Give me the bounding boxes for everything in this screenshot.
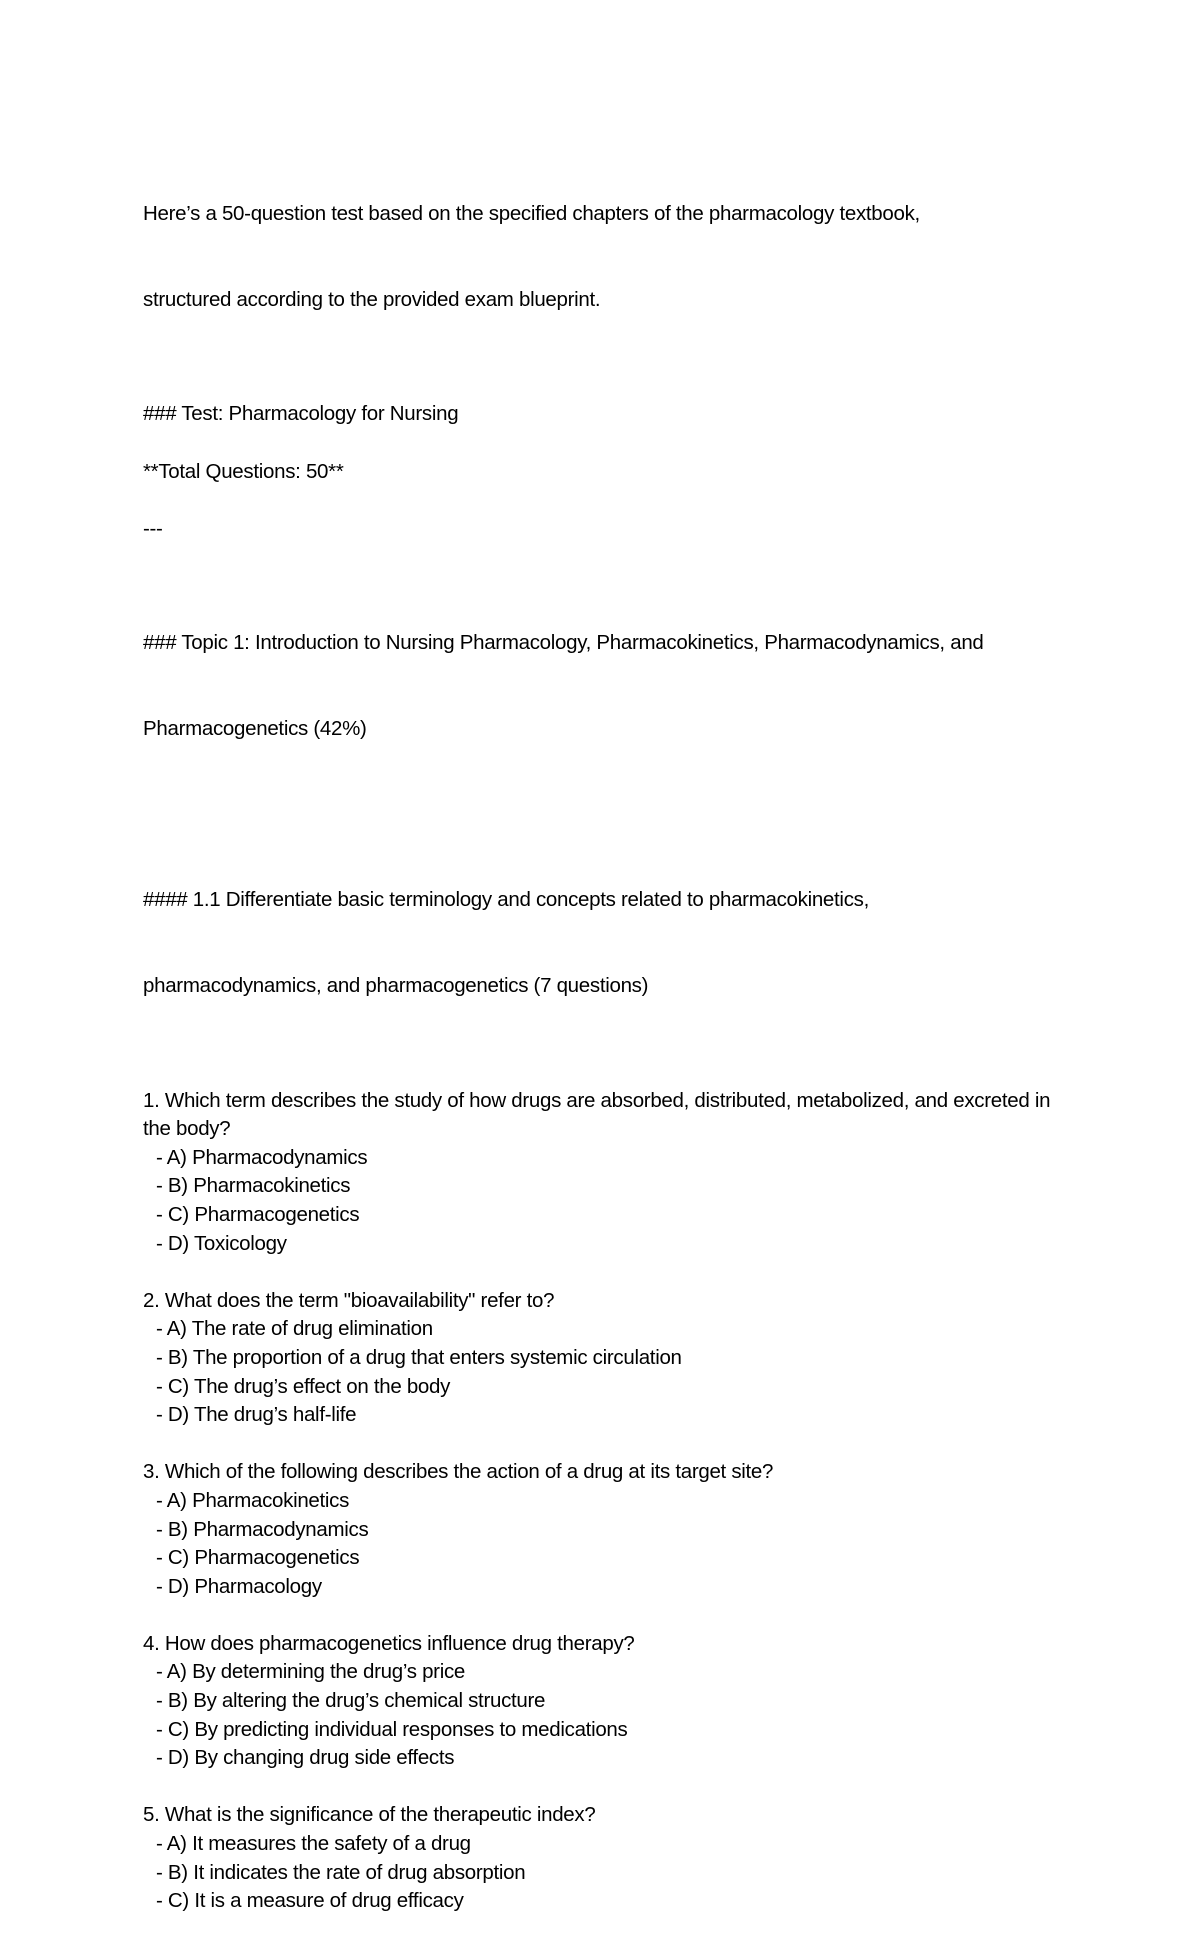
option-d: - D) The drug’s half-life [156, 1403, 357, 1427]
subtopic-heading [143, 829, 1078, 1058]
option-c: - C) It is a measure of drug efficacy [156, 1889, 464, 1913]
topic-heading-line: ### Topic 1: Introduction to Nursing Pharmacology, Pharmacokinetics, Pharmacodynamics, and [143, 631, 984, 655]
topic-heading [143, 572, 1078, 801]
question-4 [143, 1630, 1078, 1773]
option-c: - C) Pharmacogenetics [156, 1202, 360, 1226]
total-questions: **Total Questions: 50** [143, 459, 344, 483]
option-d: - D) Pharmacology [156, 1574, 322, 1598]
question-text: 1. Which term describes the study of how drugs are absorbed, distributed, metabolized, and excreted in the body? [143, 1088, 1056, 1141]
option-c: - C) Pharmacogenetics [156, 1546, 360, 1570]
option-d: - D) By changing drug side effects [156, 1746, 455, 1770]
document-body [143, 143, 1078, 1944]
question-5 [143, 1801, 1078, 1915]
question-3 [143, 1458, 1078, 1601]
test-heading: ### Test: Pharmacology for Nursing [143, 402, 459, 426]
question-1 [143, 1087, 1078, 1259]
intro-line: Here’s a 50-question test based on the specified chapters of the pharmacology textbook, [143, 202, 920, 226]
option-a: - A) Pharmacokinetics [156, 1488, 350, 1512]
option-b: - B) It indicates the rate of drug absorption [156, 1860, 526, 1884]
option-list [143, 1315, 1078, 1429]
option-b: - B) Pharmacokinetics [156, 1174, 351, 1198]
option-d: - D) Toxicology [156, 1231, 287, 1255]
intro-line: structured according to the provided exam blueprint. [143, 287, 601, 311]
intro-paragraph [143, 143, 1078, 372]
option-b: - B) By altering the drug’s chemical structure [156, 1689, 546, 1713]
question-2 [143, 1287, 1078, 1430]
subtopic-heading-line: pharmacodynamics, and pharmacogenetics (7 questions) [143, 974, 649, 998]
option-list [143, 1830, 1078, 1916]
question-text: 2. What does the term "bioavailability" refer to? [143, 1288, 555, 1312]
option-a: - A) By determining the drug’s price [156, 1660, 466, 1684]
option-c: - C) By predicting individual responses to medications [156, 1717, 628, 1741]
option-a: - A) Pharmacodynamics [156, 1145, 368, 1169]
option-list [143, 1658, 1078, 1772]
option-a: - A) The rate of drug elimination [156, 1317, 433, 1341]
question-text: 4. How does pharmacogenetics influence drug therapy? [143, 1631, 635, 1655]
option-list [143, 1144, 1078, 1258]
option-list [143, 1487, 1078, 1601]
option-c: - C) The drug’s effect on the body [156, 1374, 451, 1398]
question-text: 5. What is the significance of the therapeutic index? [143, 1803, 596, 1827]
divider: --- [143, 516, 163, 540]
option-b: - B) Pharmacodynamics [156, 1517, 369, 1541]
topic-heading-line: Pharmacogenetics (42%) [143, 716, 367, 740]
option-b: - B) The proportion of a drug that enters systemic circulation [156, 1345, 682, 1369]
question-text: 3. Which of the following describes the action of a drug at its target site? [143, 1460, 774, 1484]
subtopic-heading-line: #### 1.1 Differentiate basic terminology and concepts related to pharmacokinetics, [143, 888, 869, 912]
option-a: - A) It measures the safety of a drug [156, 1832, 471, 1856]
